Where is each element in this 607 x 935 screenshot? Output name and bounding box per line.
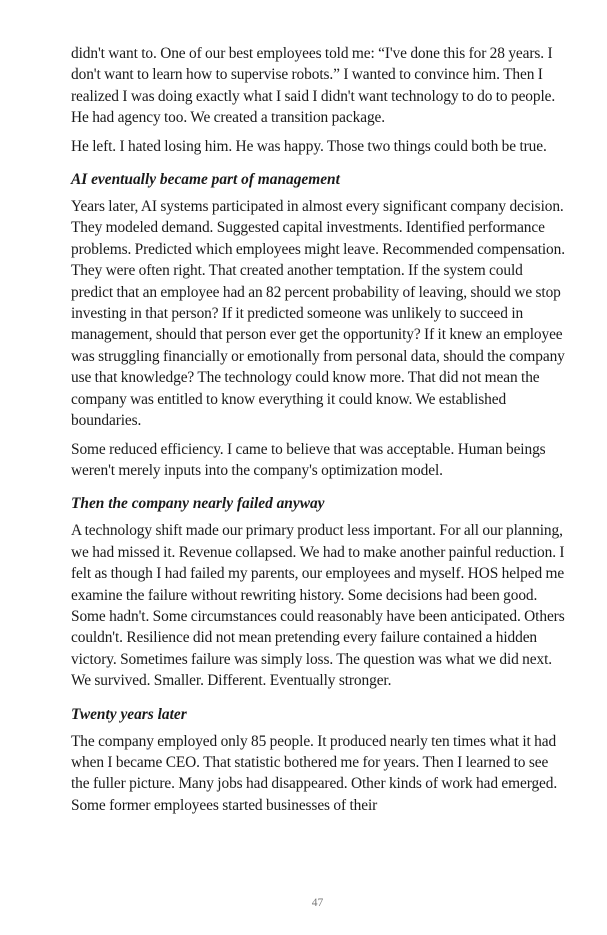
page-number: 47: [311, 897, 324, 909]
body-paragraph: Some reduced efficiency. I came to believe that was acceptable. Human beings weren't merely inputs into the company's optimization model.: [71, 440, 546, 479]
body-paragraph: Years later, AI systems participated in almost every significant company decision. They modeled demand. Suggested capital investments. Identified performance problems. Predicted which employees might leave. Recommended compensation. They were often right. That created another temptation. If the system could predict that an employee had an 82 percent probability of leaving, should we stop investing in that person? If it predicted someone was unlikely to succeed in management, should that person ever get the opportunity? If it knew an employee was struggling financially or emotionally from personal data, should the company use that knowledge? The technology could know more. That did not mean the company was entitled to know everything it could know. We established boundaries.: [71, 198, 565, 430]
document-page: [71, 43, 565, 823]
section-heading: Then the company nearly failed anyway: [71, 495, 325, 513]
body-paragraph: He left. I hated losing him. He was happy. Those two things could both be true.: [71, 137, 547, 155]
body-paragraph: The company employed only 85 people. It produced nearly ten times what it had when I became CEO. That statistic bothered me for years. Then I learned to see the fuller picture. Many jobs had disappeared. Other kinds of work had emerged. Some former employees started businesses of their: [71, 732, 558, 814]
section-heading: AI eventually became part of management: [71, 171, 340, 189]
body-paragraph: A technology shift made our primary product less important. For all our planning, we had missed it. Revenue collapsed. We had to make another painful reduction. I felt as though I had failed my parents, our employees and myself. HOS helped me examine the failure without rewriting history. Some decisions had been good. Some hadn't. Some circumstances could reasonably have been anticipated. Others couldn't. Resilience did not mean pretending every failure contained a hidden victory. Sometimes failure was simply loss. The question was what we did next. We survived. Smaller. Different. Eventually stronger.: [71, 522, 565, 690]
section-heading: Twenty years later: [71, 705, 187, 723]
body-paragraph: didn't want to. One of our best employees told me: “I've done this for 28 years. I don't want to learn how to supervise robots.” I wanted to convince him. Then I realized I was doing exactly what I said I didn't want technology to do to people. He had agency too. We created a transition package.: [71, 45, 556, 127]
